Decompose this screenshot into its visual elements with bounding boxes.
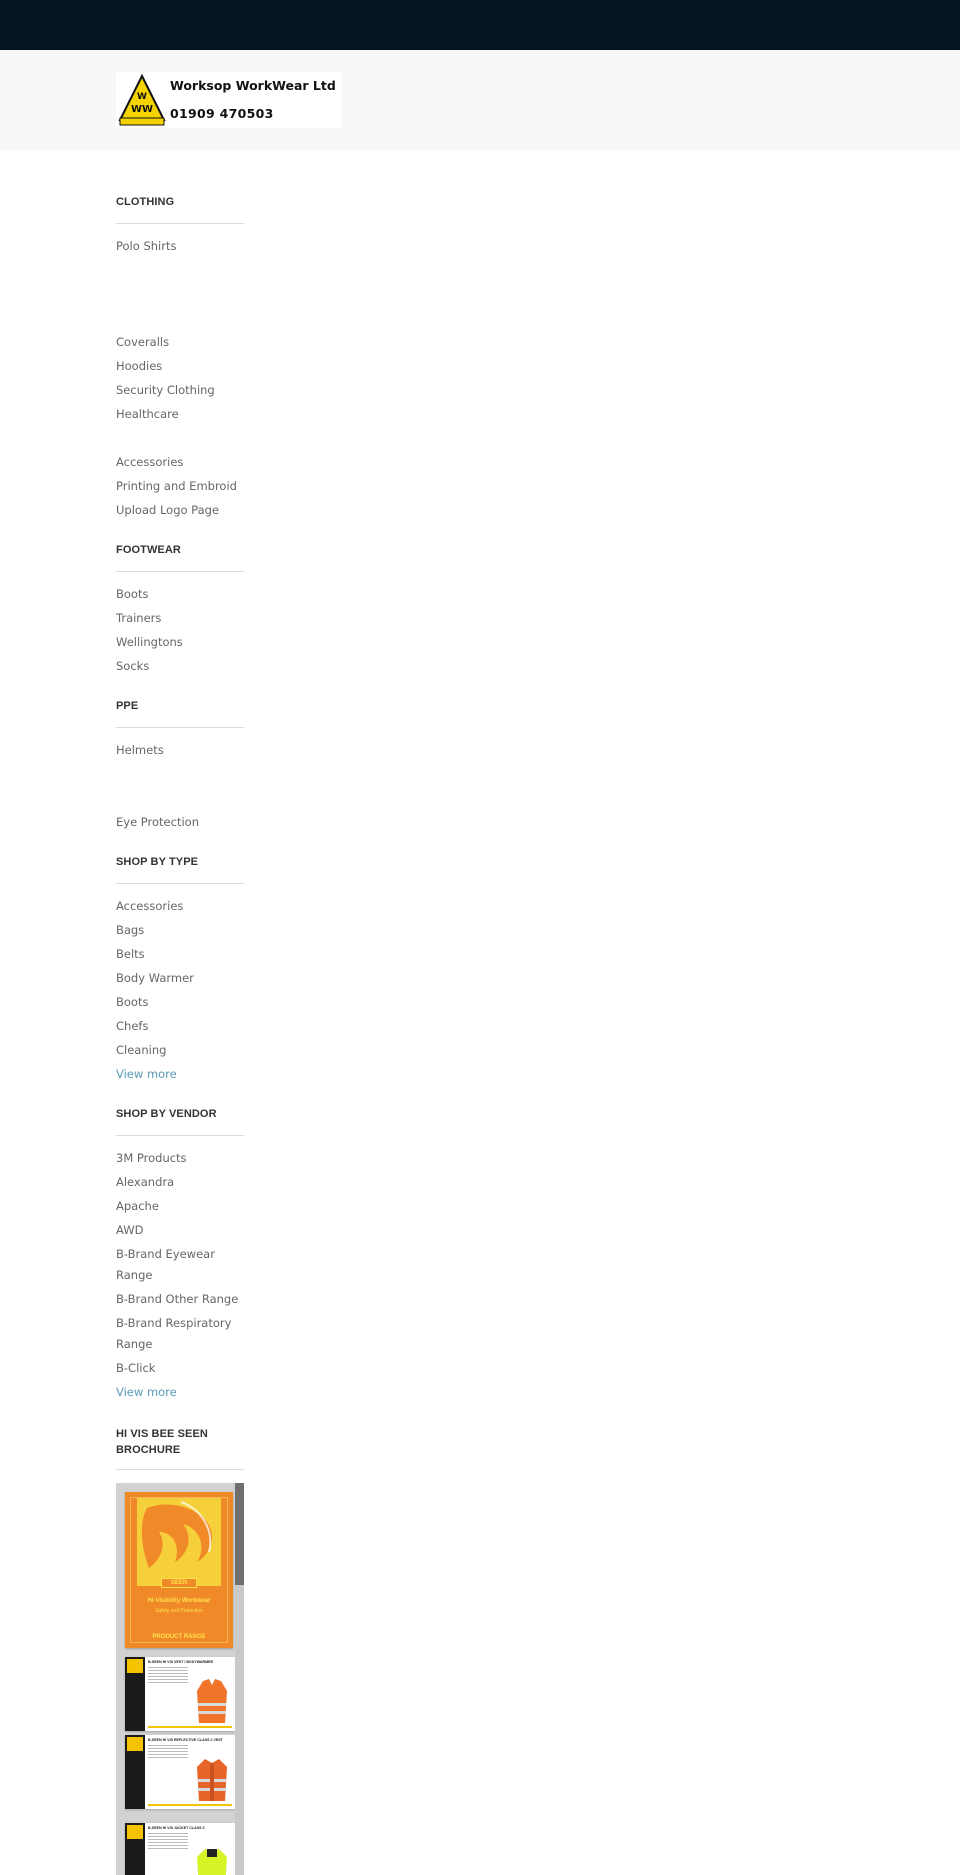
orange-hivis-vest-icon: [195, 1677, 229, 1725]
vendor-link-awd[interactable]: AWD: [116, 1223, 144, 1237]
vendor-link-3m[interactable]: 3M Products: [116, 1151, 187, 1165]
nav-link-helmets[interactable]: Helmets: [116, 743, 164, 757]
cover-heading: Hi-Visibility Workwear: [147, 1598, 211, 1604]
nav-link-hoodies[interactable]: Hoodies: [116, 359, 163, 373]
section-divider: [116, 1135, 244, 1136]
cover-range-label: PRODUCT RANGE: [152, 1634, 206, 1640]
brochure-cover-page[interactable]: [125, 1492, 233, 1648]
type-link-chefs[interactable]: Chefs: [116, 1019, 149, 1033]
cover-badge-text: SEEN: [170, 1580, 188, 1586]
page-title: B-SEEN HI VIS VEST / BODYWARMER: [148, 1660, 214, 1664]
type-view-more-link[interactable]: View more: [116, 1067, 177, 1081]
page-logo: [127, 1659, 143, 1673]
type-link-accessories[interactable]: Accessories: [116, 899, 184, 913]
brochure-viewer[interactable]: [116, 1483, 244, 1875]
vendor-view-more-link[interactable]: View more: [116, 1385, 177, 1399]
section-divider: [116, 727, 244, 728]
page-logo: [127, 1737, 143, 1751]
svg-text:WW: WW: [130, 104, 154, 115]
brochure-page-thumbnail[interactable]: [125, 1823, 235, 1875]
nav-link-eye-protection[interactable]: Eye Protection: [116, 815, 199, 829]
section-divider: [116, 1469, 244, 1470]
brochure-scrollbar[interactable]: [235, 1483, 244, 1875]
cover-badge: [161, 1578, 197, 1588]
brochure-page-thumbnail[interactable]: [125, 1735, 235, 1809]
page-text-lines: [148, 1833, 188, 1851]
nav-link-upload-logo[interactable]: Upload Logo Page: [116, 503, 220, 517]
page-text-lines: [148, 1745, 188, 1760]
vendor-link-b-click[interactable]: B-Click: [116, 1361, 156, 1375]
nav-link-accessories[interactable]: Accessories: [116, 455, 184, 469]
page-sidebar-strip: [125, 1657, 145, 1731]
section-title-shop-by-vendor: SHOP BY VENDOR: [116, 1108, 217, 1120]
page-logo: [127, 1825, 143, 1839]
nav-link-boots[interactable]: Boots: [116, 587, 149, 601]
section-divider: [116, 883, 244, 884]
page-sidebar-strip: [125, 1823, 145, 1875]
nav-link-wellingtons[interactable]: Wellingtons: [116, 635, 183, 649]
page-title: B-SEEN HI VIS JACKET CLASS 3: [148, 1826, 205, 1830]
section-title-footwear: FOOTWEAR: [116, 544, 181, 556]
vendor-link-apache[interactable]: Apache: [116, 1199, 159, 1213]
page-footer-bar: [148, 1804, 232, 1806]
site-logo[interactable]: [116, 72, 341, 128]
section-title-shop-by-type: SHOP BY TYPE: [116, 856, 199, 868]
svg-text:W: W: [137, 92, 147, 102]
vendor-link-b-brand-eyewear[interactable]: B-Brand Eyewear Range: [116, 1247, 215, 1282]
vendor-link-alexandra[interactable]: Alexandra: [116, 1175, 175, 1189]
nav-link-security-clothing[interactable]: Security Clothing: [116, 383, 215, 397]
company-phone: 01909 470503: [170, 106, 274, 121]
nav-link-trainers[interactable]: Trainers: [116, 611, 162, 625]
page-text-lines: [148, 1667, 188, 1685]
nav-link-polo-shirts[interactable]: Polo Shirts: [116, 239, 177, 253]
type-link-cleaning[interactable]: Cleaning: [116, 1043, 167, 1057]
vendor-link-b-brand-respiratory[interactable]: B-Brand Respiratory Range: [116, 1316, 232, 1351]
page-sidebar-strip: [125, 1735, 145, 1809]
section-title-ppe: PPE: [116, 700, 139, 712]
logo-text: [170, 75, 340, 125]
nav-link-healthcare[interactable]: Healthcare: [116, 407, 179, 421]
nav-link-socks[interactable]: Socks: [116, 659, 150, 673]
type-link-body-warmer[interactable]: Body Warmer: [116, 971, 194, 985]
brochure-scroll-thumb[interactable]: [235, 1483, 244, 1585]
section-title-brochure: HI VIS BEE SEEN BROCHURE: [116, 1428, 208, 1456]
company-name: Worksop WorkWear Ltd: [170, 78, 336, 93]
brochure-page-thumbnail[interactable]: [125, 1657, 235, 1731]
page-title: B-SEEN HI VIS REFLECTIVE CLASS 2 VEST: [148, 1738, 223, 1742]
type-link-belts[interactable]: Belts: [116, 947, 145, 961]
yellow-hivis-jacket-icon: [195, 1843, 229, 1875]
section-divider: [116, 571, 244, 572]
cover-subheading: Safety and Protection: [155, 1608, 203, 1614]
type-link-boots[interactable]: Boots: [116, 995, 149, 1009]
bee-seen-logo-icon: [137, 1498, 221, 1586]
top-bar: [0, 0, 960, 50]
page-footer-bar: [148, 1726, 232, 1728]
section-divider: [116, 223, 244, 224]
section-title-clothing: CLOTHING: [116, 196, 175, 208]
type-link-bags[interactable]: Bags: [116, 923, 145, 937]
nav-link-printing-embroidery[interactable]: Printing and Embroid: [116, 479, 237, 493]
vendor-link-b-brand-other[interactable]: B-Brand Other Range: [116, 1292, 239, 1306]
nav-link-coveralls[interactable]: Coveralls: [116, 335, 170, 349]
warning-triangle-logo-icon: [118, 74, 166, 126]
orange-hivis-jacket-icon: [195, 1755, 229, 1803]
